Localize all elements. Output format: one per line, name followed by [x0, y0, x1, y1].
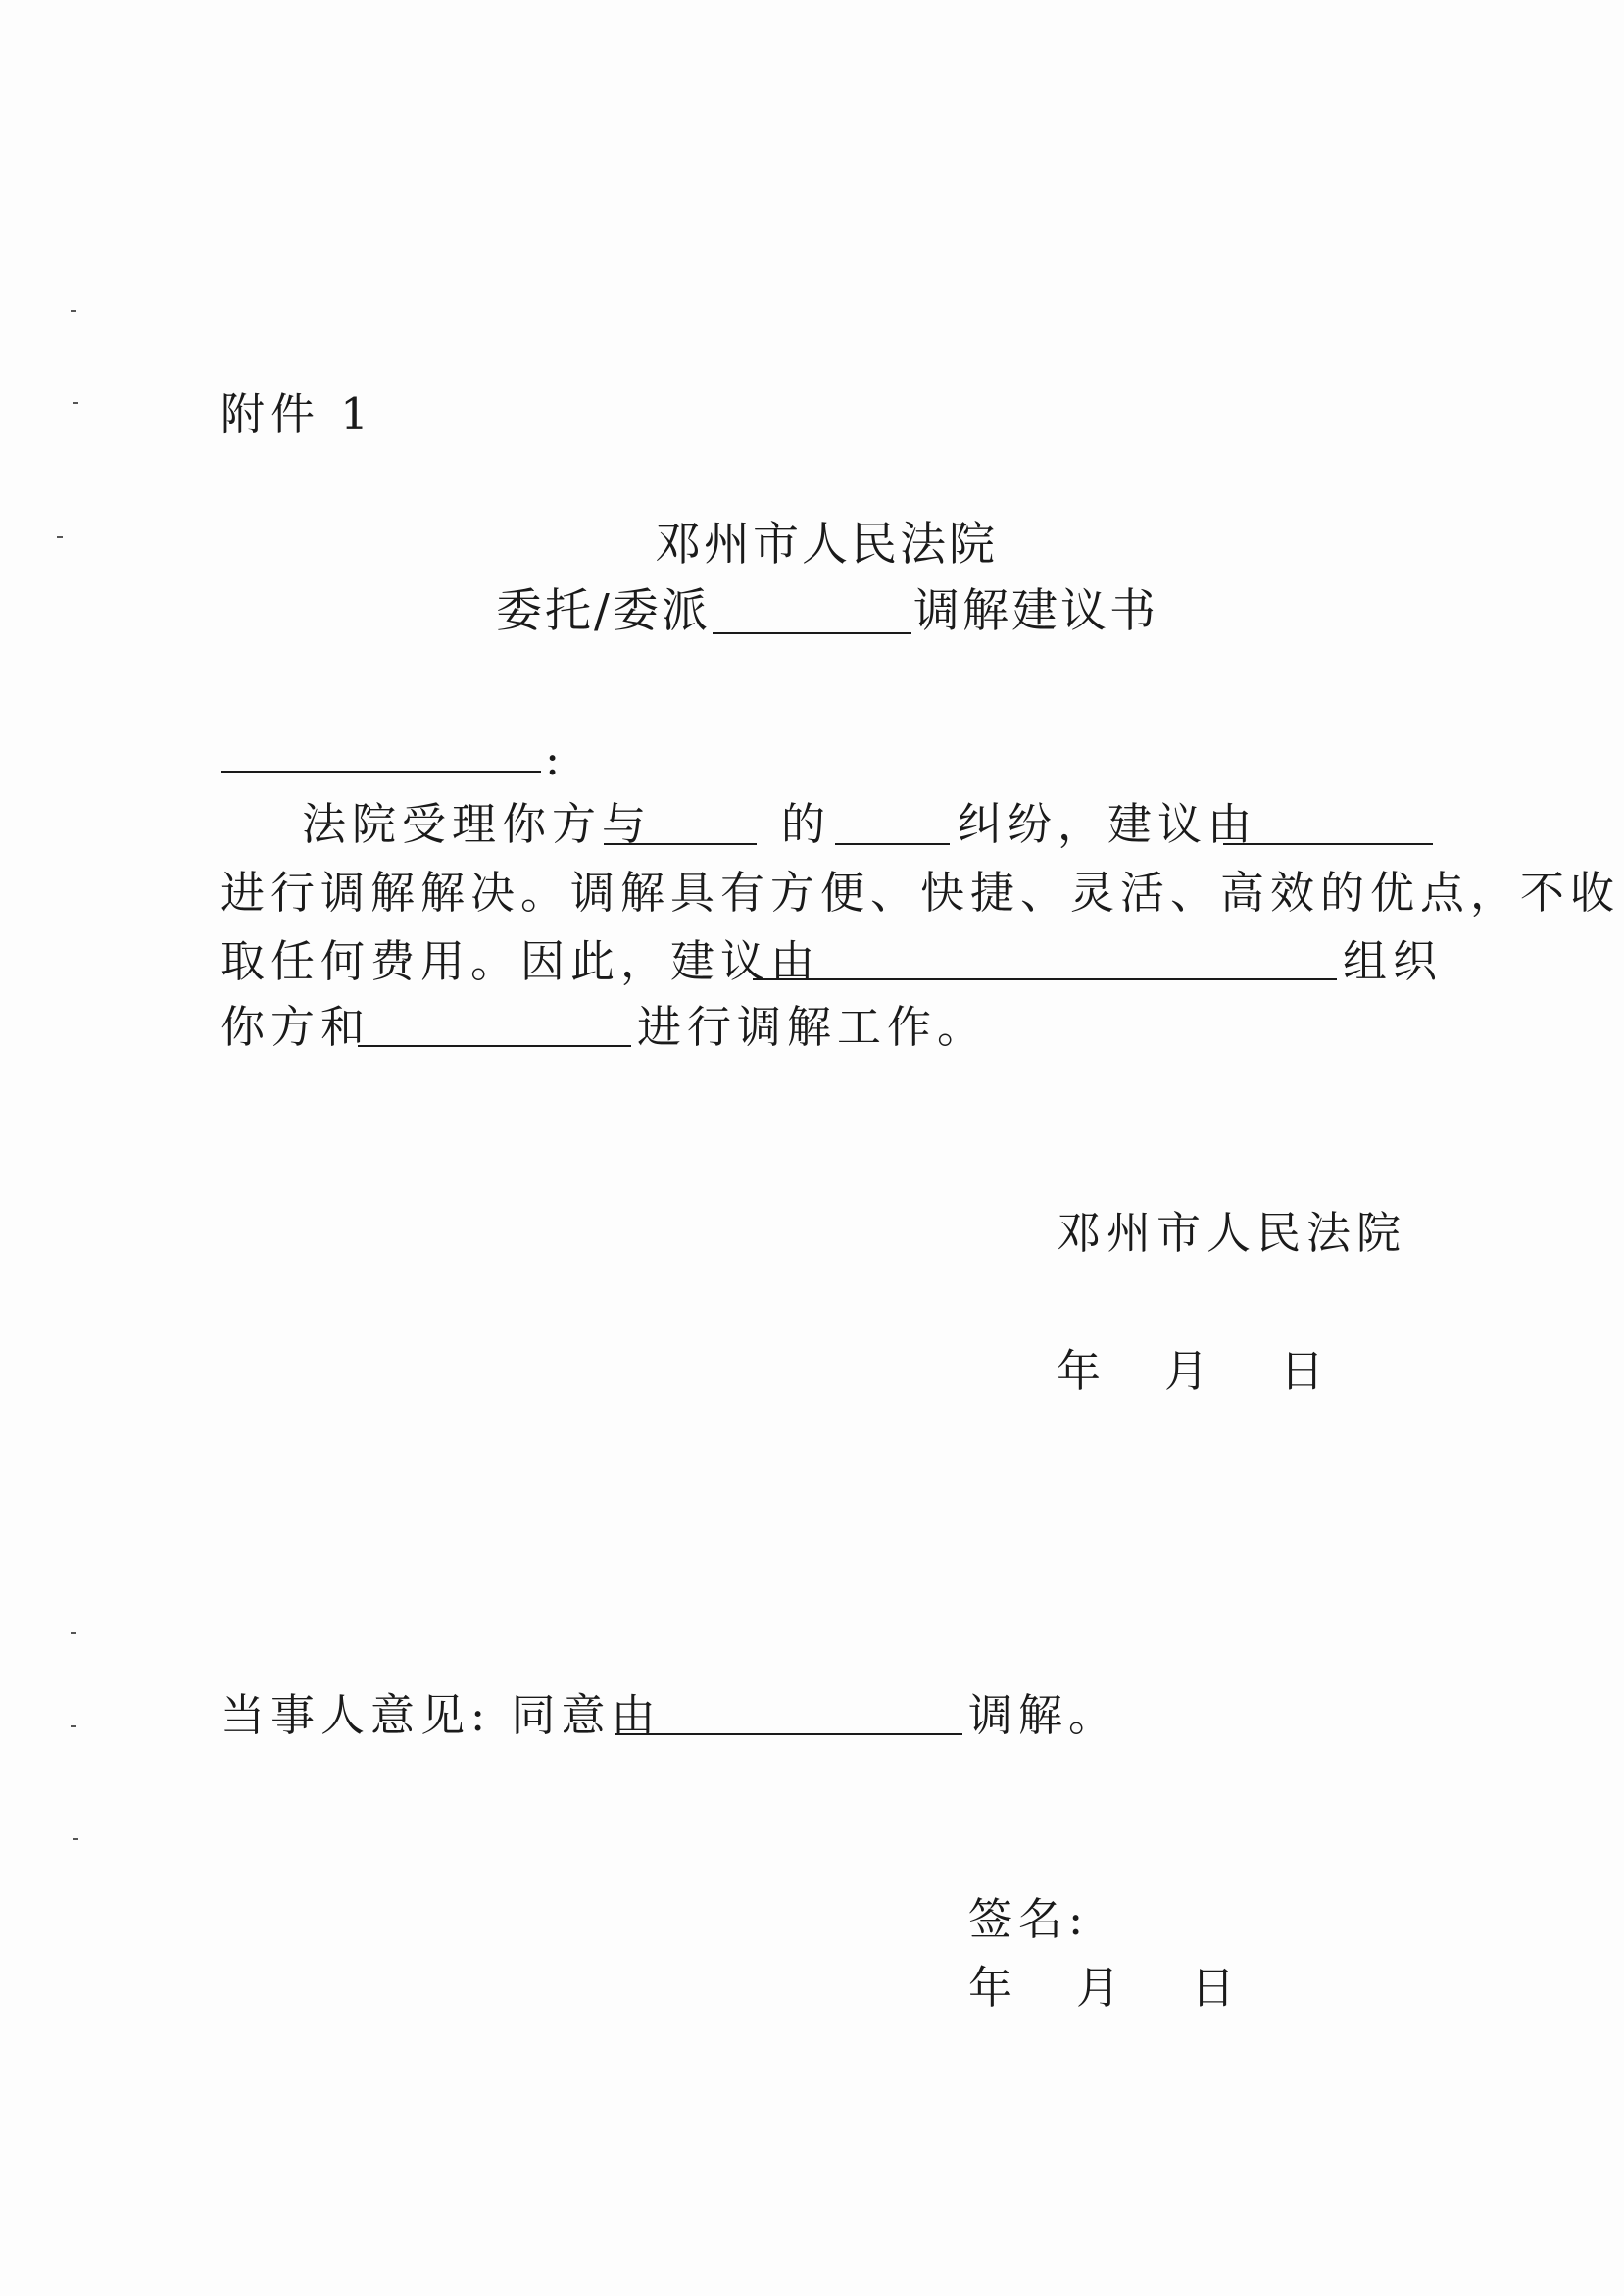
court-title: 邓州市人民法院 [655, 518, 998, 572]
body-line-3b: 组织 [1343, 935, 1444, 987]
counterparty-blank[interactable] [358, 1045, 631, 1047]
scan-mark [71, 310, 76, 312]
scan-mark [73, 1838, 78, 1840]
body-line-3a: 取任何费用。因此，建议由 [221, 935, 821, 987]
issuer-date-year: 年 [1057, 1345, 1107, 1397]
body-line-2: 进行调解解决。调解具有方便、快捷、灵活、高效的优点，不收 [221, 867, 1621, 919]
scan-mark [71, 1725, 76, 1727]
opposing-party-blank[interactable] [604, 843, 757, 845]
party-opinion-blank[interactable] [615, 1733, 962, 1735]
document-title-suffix: 调解建议书 [913, 584, 1158, 638]
issuer-date-day: 日 [1280, 1345, 1331, 1397]
party-opinion-suffix: 调解。 [968, 1689, 1119, 1741]
body-line-4b: 进行调解工作。 [637, 1001, 988, 1053]
party-opinion-label: 当事人意见: 同意由 [221, 1689, 662, 1741]
salutation-colon: : [545, 733, 566, 785]
body-line-1c: 纠纷，建议由 [958, 798, 1258, 850]
title-blank[interactable] [713, 632, 911, 634]
signature-date-month: 月 [1076, 1962, 1127, 2014]
mediator-blank-1[interactable] [1223, 843, 1433, 845]
attachment-label: 附件 1 [221, 388, 374, 440]
addressee-blank[interactable] [221, 771, 541, 773]
scan-mark [73, 402, 78, 404]
signature-label[interactable]: 签名: [968, 1893, 1090, 1945]
issuer-name: 邓州市人民法院 [1057, 1207, 1407, 1259]
document-title-prefix: 委托/委派 [496, 584, 711, 638]
issuer-date-month: 月 [1164, 1345, 1215, 1397]
signature-date-day: 日 [1191, 1962, 1242, 2014]
scan-mark [57, 536, 63, 538]
body-line-4a: 你方和 [221, 1001, 371, 1053]
signature-date-year: 年 [968, 1962, 1019, 2014]
body-line-1b: 的 [781, 798, 832, 850]
dispute-type-blank[interactable] [835, 843, 950, 845]
body-line-1a: 法院受理你方与 [302, 798, 653, 850]
mediator-blank-2[interactable] [753, 978, 1337, 980]
scan-mark [71, 1632, 76, 1634]
